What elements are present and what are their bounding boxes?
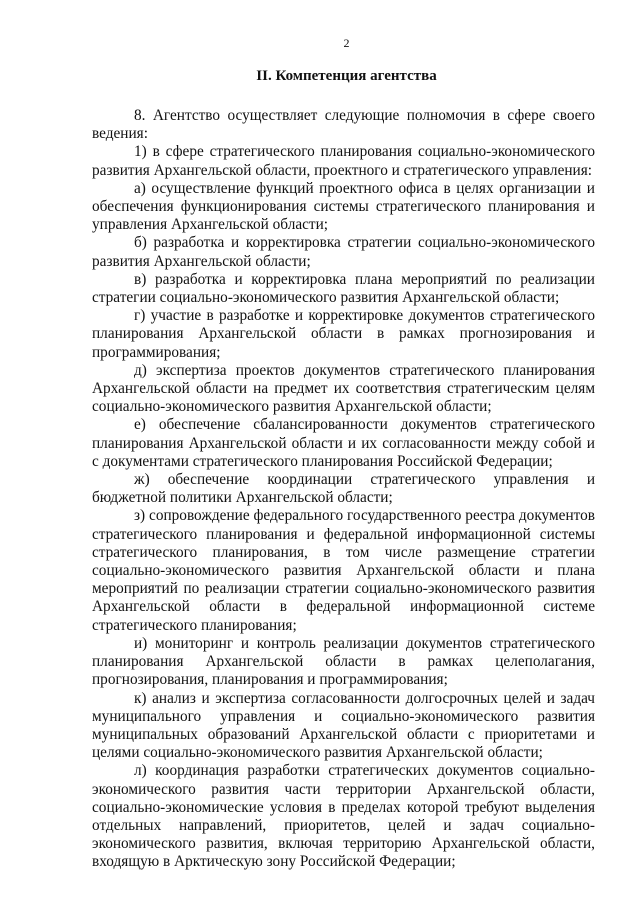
paragraph-e: е) обеспечение сбалансированности документов стратегического планирования Архангельской области и их согласованности между собой и с документами стратегического планирования Российской Федерации; [92,416,595,470]
paragraph-d: д) экспертиза проектов документов стратегического планирования Архангельской области на предмет их соответствия стратегическим целям социально-экономического развития Архангельской области; [92,361,595,416]
section-title: II. Компетенция агентства [256,68,437,84]
paragraph-g: г) участие в разработке и корректировке документов стратегического планирования Архангельской области в рамках прогнозирования и программирования; [92,307,595,361]
paragraph-8-intro: 8. Агентство осуществляет следующие полномочия в сфере своего ведения: [92,107,595,143]
paragraph-k: к) анализ и экспертиза согласованности долгосрочных целей и задач муниципального управления и социально-экономического развития муниципальных образований Архангельской области с приоритетами и целями социально-экономического развития Архангельской области; [92,689,595,762]
page-number: 2 [343,36,350,50]
paragraph-v: в) разработка и корректировка плана мероприятий по реализации стратегии социально-экономического развития Архангельской области; [92,270,595,307]
paragraph-l: л) координация разработки стратегических документов социально-экономического развития части территории Архангельской области, социально-экономические условия в пределах которой требуют выделения отдельных направлений, приоритетов, целей и задач социально-экономического развития, включая территорию Архангельской области, входящую в Арктическую зону Российской Федерации; [92,762,595,871]
paragraph-zh: ж) обеспечение координации стратегического управления и бюджетной политики Архангельской области; [92,471,595,507]
paragraph-i: и) мониторинг и контроль реализации документов стратегического планирования Архангельской области в рамках целеполагания, прогнозирования, планирования и программирования; [92,634,595,689]
document-body [92,107,595,872]
paragraph-z: з) сопровождение федерального государственного реестра документов стратегического планирования и федеральной информационной системы стратегического планирования, в том числе размещение стратегии социально-экономического развития Архангельской области и плана мероприятий по реализации стратегии социально-экономического развития Архангельской области в федеральной информационной системе стратегического планирования; [92,507,595,634]
paragraph-b: б) разработка и корректировка стратегии социально-экономического развития Архангельской области; [92,234,595,270]
paragraph-a: а) осуществление функций проектного офиса в целях организации и обеспечения функционирования системы стратегического планирования и управления Архангельской области; [92,179,595,234]
paragraph-1-strategic-planning: 1) в сфере стратегического планирования социально-экономического развития Архангельской области, проектного и стратегического управления: [92,143,595,179]
